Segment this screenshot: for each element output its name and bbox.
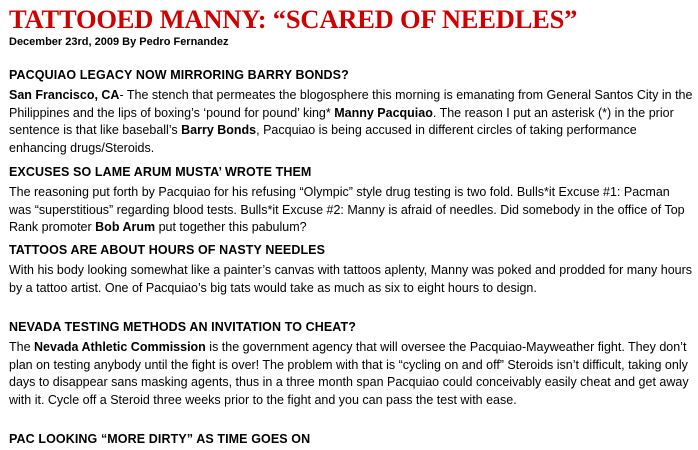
section-paragraph [9, 184, 693, 237]
bold-text: Nevada Athletic Commission [34, 340, 206, 354]
section-legacy [9, 67, 693, 157]
bold-text: Manny Pacquiao [334, 105, 433, 120]
section-heading: TATTOOS ARE ABOUT HOURS OF NASTY NEEDLES [9, 243, 326, 257]
article [9, 0, 693, 446]
paragraph-text: , Pacquiao is being accused in different circles of taking performance enhancing drugs/Steroids. [9, 123, 637, 155]
section-heading: NEVADA TESTING METHODS AN INVITATION TO CHEAT? [9, 320, 356, 334]
bold-text: San Francisco, CA [9, 88, 120, 102]
article-title: TATTOOED MANNY: “SCARED OF NEEDLES” [9, 4, 578, 34]
article-byline: December 23rd, 2009 By Pedro Fernandez [9, 36, 229, 48]
paragraph-text: . The reason I put an asterisk (*) in the prior sentence is that like baseball’s [9, 105, 674, 137]
paragraph-text: The reasoning put forth by Pacquiao for his refusing “Olympic” style drug testing is two fold. Bulls*it Excuse #1: Pacman was “superstitious” regarding blood tests. Bulls*it Excuse #2: Manny is afraid of needles. Did somebody in the office of Top Rank promoter [9, 185, 685, 234]
section-more-dirty [9, 431, 693, 447]
section-heading: EXCUSES SO LAME ARUM MUSTA’ WROTE THEM [9, 165, 312, 179]
paragraph-text: is the government agency that will oversee the Pacquiao-Mayweather fight. They don’t plan on testing anybody until the fight is over! The problem with that is “cycling on and off” Steroids isn’t difficult, taking only days to disappear sans masking agents, thus in a three month span Pacquiao could conceivably easily cheat and get away with it. Cycle off a Steroid three weeks prior to the fight and you can pass the test with ease. [9, 340, 689, 407]
section-heading: PAC LOOKING “MORE DIRTY” AS TIME GOES ON [9, 432, 311, 446]
section-tattoos [9, 242, 693, 297]
section-paragraph [9, 262, 693, 297]
section-paragraph [9, 87, 693, 157]
bold-text: Bob Arum [95, 220, 156, 234]
paragraph-text: - The stench that permeates the blogosphere this morning is emanating from General Santos City in the Philippines and the lips of boxing’s ‘pound for pound’ king* [9, 88, 693, 120]
section-heading: PACQUIAO LEGACY NOW MIRRORING BARRY BONDS? [9, 68, 349, 82]
bold-text: Barry Bonds [181, 123, 257, 137]
paragraph-text: The [9, 340, 35, 354]
section-excuses [9, 164, 693, 237]
section-paragraph [9, 339, 693, 409]
paragraph-text: put together this pabulum? [155, 220, 307, 234]
section-nevada-testing [9, 319, 693, 409]
paragraph-text: With his body looking somewhat like a painter’s canvas with tattoos aplenty, Manny was poked and prodded for many hours by a tattoo artist. One of Pacquiao’s big tats would take as much as six to eight hours to design. [9, 263, 693, 295]
